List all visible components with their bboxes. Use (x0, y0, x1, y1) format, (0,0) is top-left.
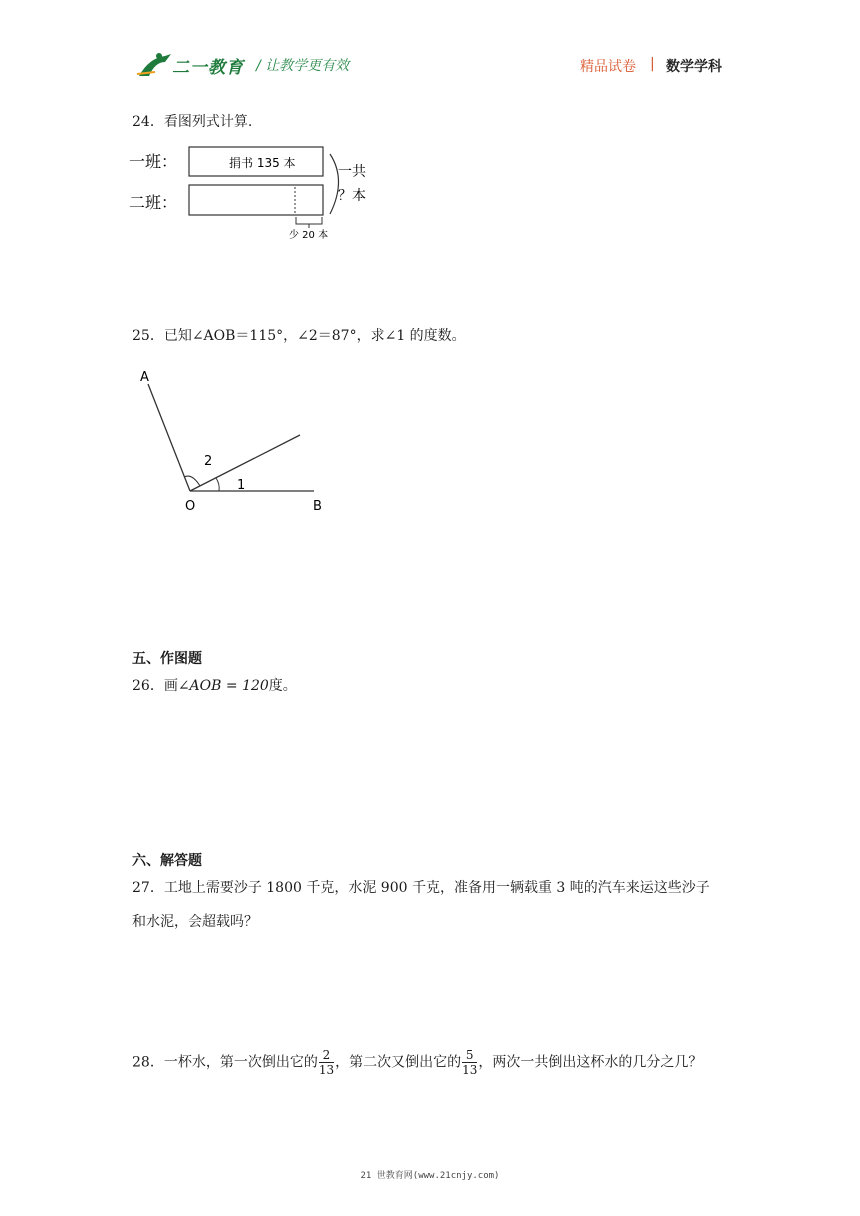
header-label-left: 精品试卷 (580, 59, 636, 75)
label-O: O (185, 499, 196, 514)
question-27-line2: 和水泥，会超载吗？ (132, 914, 258, 930)
question-25-figure (130, 362, 340, 522)
angle-1-arc (216, 478, 219, 491)
footer-text: 21 世教育网(www.21cnjy.com) (360, 1171, 500, 1181)
total-brace (330, 154, 339, 214)
question-26-suffix: 度。 (268, 678, 297, 694)
ray-OA (148, 384, 190, 491)
missing-part-dashed (295, 185, 323, 215)
question-26-text (132, 676, 297, 696)
question-24-text: 24．看图列式计算. (132, 114, 253, 130)
slogan: / 让教学更有效 (256, 58, 350, 74)
class1-label: 一班： (129, 152, 178, 171)
class1-bar-label: 捐书 135 本 (229, 156, 296, 170)
total-label-1: 一共 (338, 164, 366, 180)
label-A: A (140, 370, 149, 385)
fraction-1-denominator: 13 (318, 1063, 335, 1077)
question-25-text: 25．已知∠AOB＝115°，∠2＝87°，求∠1 的度数。 (132, 328, 466, 344)
less-bracket (296, 217, 322, 228)
question-26-expression: ∠AOB = 120 (177, 678, 269, 694)
header-separator: | (650, 56, 655, 72)
question-28-part2: ，第二次又倒出它的 (335, 1054, 462, 1071)
fraction-1-numerator: 2 (319, 1048, 334, 1063)
section-5-title: 五、作图题 (132, 651, 202, 667)
label-B: B (313, 499, 322, 514)
class2-bar (189, 185, 323, 215)
fraction-2-denominator: 13 (462, 1063, 478, 1077)
fraction-2-numerator: 5 (462, 1048, 477, 1063)
less-label: 少 20 本 (289, 230, 329, 241)
question-26-prefix: 26．画 (132, 678, 178, 694)
class2-label: 二班： (129, 193, 178, 212)
runner-logo-icon (135, 50, 175, 80)
question-27-line1: 27．工地上需要沙子 1800 千克，水泥 900 千克，准备用一辆载重 3 吨的汽车来运这些沙子 (132, 880, 710, 896)
question-28-part1: 28．一杯水，第一次倒出它的 (132, 1054, 318, 1071)
header-label-right: 数学学科 (666, 59, 722, 75)
label-angle-1: 1 (237, 478, 246, 493)
question-28-part3: ，两次一共倒出这杯水的几分之几？ (478, 1054, 703, 1071)
section-6-title: 六、解答题 (132, 853, 202, 869)
fraction-5-13 (462, 1048, 477, 1077)
total-label-2: ？本 (338, 188, 366, 204)
label-angle-2: 2 (204, 454, 213, 469)
fraction-2-13 (319, 1048, 334, 1077)
question-24-figure (125, 140, 385, 245)
question-28-text (132, 1048, 702, 1077)
logo-text: 二一教育 (172, 58, 244, 78)
